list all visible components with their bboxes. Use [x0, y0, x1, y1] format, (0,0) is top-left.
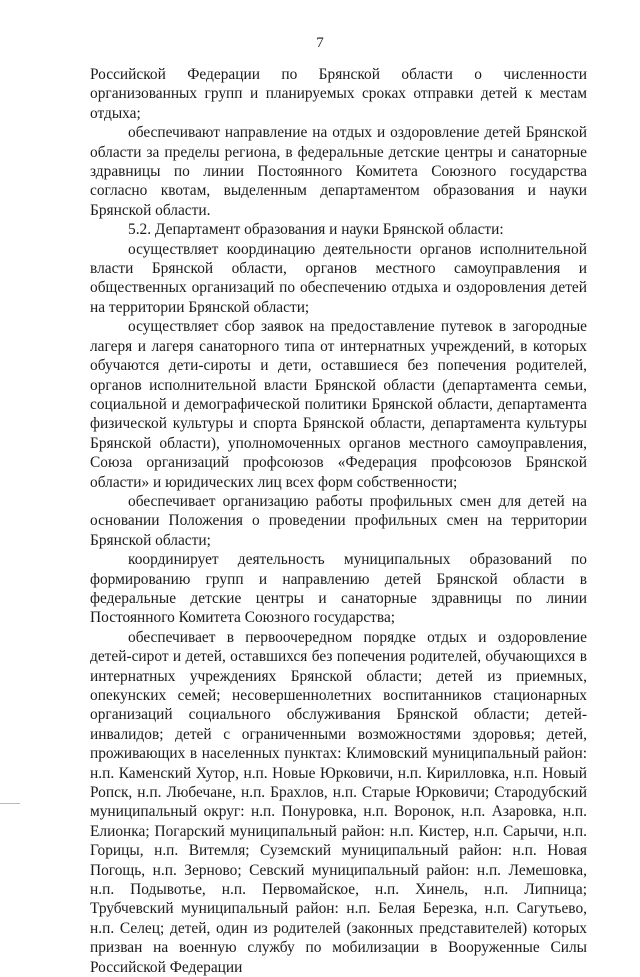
margin-mark — [0, 803, 20, 804]
section-heading-5-2: 5.2. Департамент образования и науки Брянской области: — [128, 221, 504, 239]
paragraph-profile-shifts: обеспечивает организацию работы профильных смен для детей на основании Положения о проведении профильных смен на территории Брянской области; — [90, 492, 587, 549]
page-number: 7 — [316, 35, 324, 51]
document-body — [90, 65, 587, 977]
paragraph-referral-outside-region: обеспечивают направление на отдых и оздоровление детей Брянской области за пределы региона, в федеральные детские центры и санаторные здравницы по линии Постоянного Комитета Союзного государства согласно квотам, выделенным департаментом образования и науки Брянской области. — [90, 124, 587, 219]
paragraph-continuation: Российской Федерации по Брянской области о численности организованных групп и планируемых сроках отправки детей к местам отдыха; — [90, 66, 587, 122]
paragraph-coordination: осуществляет координацию деятельности органов исполнительной власти Брянской области, органов местного самоуправления и общественных организаций по обеспечению отдыха и оздоровления детей на территории Брянской области; — [90, 240, 587, 316]
paragraph-collection-of-applications: осуществляет сбор заявок на предоставление путевок в загородные лагеря и лагеря санаторного типа от интернатных учреждений, в которых обучаются дети-сироты и дети, оставшиеся без попечения родителей, органов исполнительной власти Брянской области (департамента семьи, социальной и демографической политики Брянской области, департамента физической культуры и спорта Брянской области, департамента культуры Брянской области), уполномоченных органов местного самоуправления, Союза организаций профсоюзов «Федерация профсоюзов Брянской области» и юридических лиц всех форм собственности; — [90, 318, 587, 491]
paragraph-municipal-coordination: координирует деятельность муниципальных образований по формированию групп и направлению детей Брянской области в федеральные детские центры и санаторные здравницы по линии Постоянного Комитета Союзного государства; — [90, 551, 587, 627]
paragraph-priority-recreation: обеспечивает в первоочередном порядке отдых и оздоровление детей-сирот и детей, оставшихся без попечения родителей, обучающихся в интернатных учреждениях Брянской области; детей из приемных, опекунских семей; несовершеннолетних воспитанников стационарных организаций социального обслуживания Брянской области; детей-инвалидов; детей с ограниченными возможностями здоровья; детей, проживающих в населенных пунктах: Климовский муниципальный район: н.п. Каменский Хутор, н.п. Новые Юрковичи, н.п. Кирилловка, н.п. Новый Ропск, н.п. Любечане, н.п. Брахлов, н.п. Старые Юрковичи; Стародубский муниципальный округ: н.п. Понуровка, н.п. Воронок, н.п. Азаровка, н.п. Елионка; Погарский муниципальный район: н.п. Кистер, н.п. Сарычи, н.п. Горицы, н.п. Витемля; Суземский муниципальный район: н.п. Новая Погощь, н.п. Зерново; Севский муниципальный район: н.п. Лемешовка, н.п. Подывотье, н.п. Первомайское, н.п. Хинель, н.п. Липница; Трубчевский муниципальный район: н.п. Белая Березка, н.п. Сагутьево, н.п. Селец; детей, один из родителей (законных представителей) которых призван на военную службу по мобилизации в Вооруженные Силы Российской Федерации — [90, 628, 587, 976]
